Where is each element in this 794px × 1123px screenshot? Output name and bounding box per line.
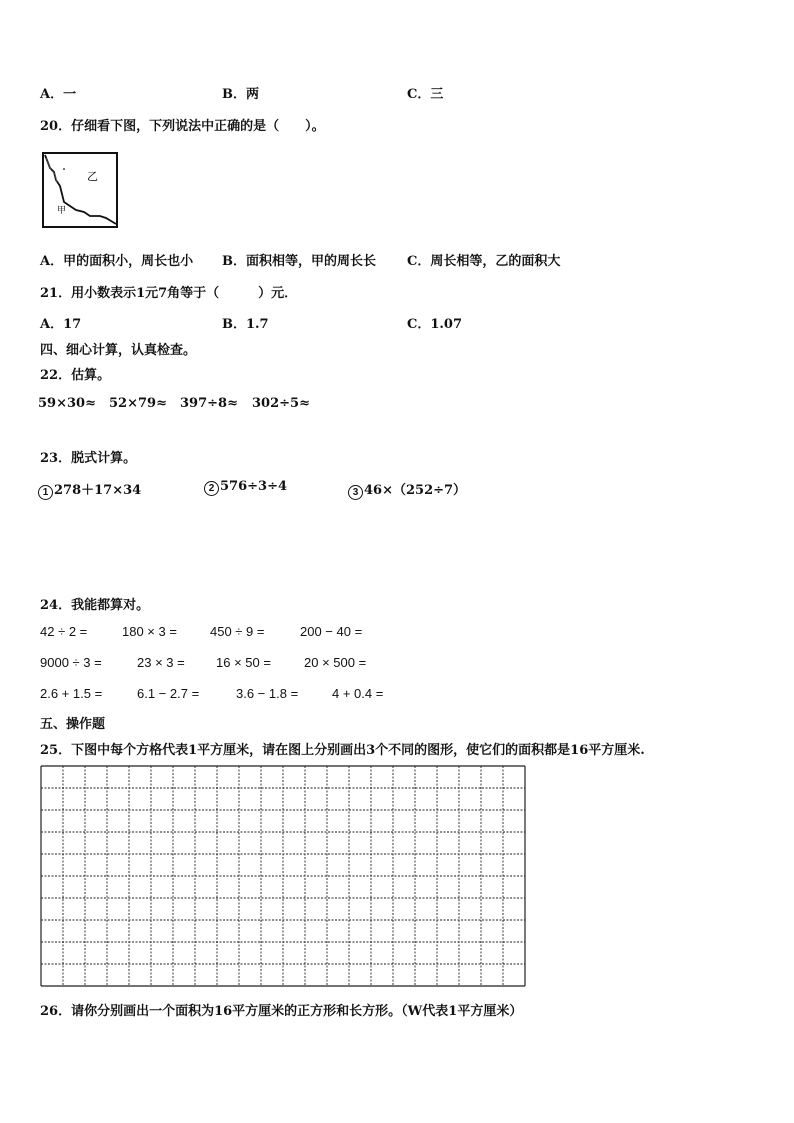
q22-item: 397÷8≈ [180,396,238,411]
q20-option-b: B．面积相等，甲的周长长 [222,254,376,269]
q23-expr: 46×（252÷7） [364,483,467,498]
q23-item-3 [348,479,466,500]
q23-item-2 [204,479,287,496]
q20-option-a: A．甲的面积小，周长也小 [40,254,194,269]
q23-item-1 [38,479,141,500]
section-5-title: 五、操作题 [40,717,106,732]
q20-stem: 20．仔细看下图，下列说法中正确的是（ ）。 [40,119,325,134]
q24-item: 4 + 0.4 = [332,686,384,701]
q21-option-b: B．1.7 [222,317,269,332]
circled-number: 1 [38,485,53,500]
q24-stem: 24．我能都算对。 [40,598,150,613]
q24-item: 23 × 3 = [137,655,185,670]
q24-item: 2.6 + 1.5 = [40,686,103,701]
q24-item: 9000 ÷ 3 = [40,655,102,670]
q19-option-b: B．两 [222,87,259,102]
circled-number: 2 [204,481,219,496]
q19-option-a: A．一 [40,87,77,102]
q24-item: 6.1 − 2.7 = [137,686,200,701]
q19-option-c: C．三 [407,87,444,102]
q21-stem: 21．用小数表示1元7角等于（ ）元． [40,286,298,301]
q24-item: 180 × 3 = [122,624,177,639]
q24-item: 200 − 40 = [300,624,363,639]
q26-stem: 26．请你分别画出一个面积为16平方厘米的正方形和长方形。（W代表1平方厘米） [40,1004,523,1019]
q23-expr: 278＋17×34 [54,483,142,498]
q23-stem: 23．脱式计算。 [40,451,137,466]
q24-item: 16 × 50 = [216,655,271,670]
q22-item: 59×30≈ [38,396,96,411]
q21-option-a: A．17 [40,317,82,332]
q21-option-c: C．1.07 [407,317,463,332]
q23-expr: 576÷3÷4 [220,479,288,494]
circled-number: 3 [348,485,363,500]
q20-figure [40,150,120,230]
q24-item: 42 ÷ 2 = [40,624,88,639]
square-grid[interactable] [40,765,528,987]
q24-item: 450 ÷ 9 = [210,624,265,639]
q24-item: 3.6 − 1.8 = [236,686,299,701]
q22-item: 302÷5≈ [252,396,310,411]
q20-label-jia: 甲 [57,206,67,216]
q20-option-c: C．周长相等，乙的面积大 [407,254,561,269]
q25-stem: 25．下图中每个方格代表1平方厘米，请在图上分别画出3个不同的图形，使它们的面积都是16平方厘米. [40,743,645,758]
q22-stem: 22．估算。 [40,368,111,383]
q20-label-yi: 乙 [87,170,98,183]
q24-item: 20 × 500 = [304,655,367,670]
q22-item: 52×79≈ [109,396,167,411]
section-4-title: 四、细心计算，认真检查。 [40,343,197,358]
